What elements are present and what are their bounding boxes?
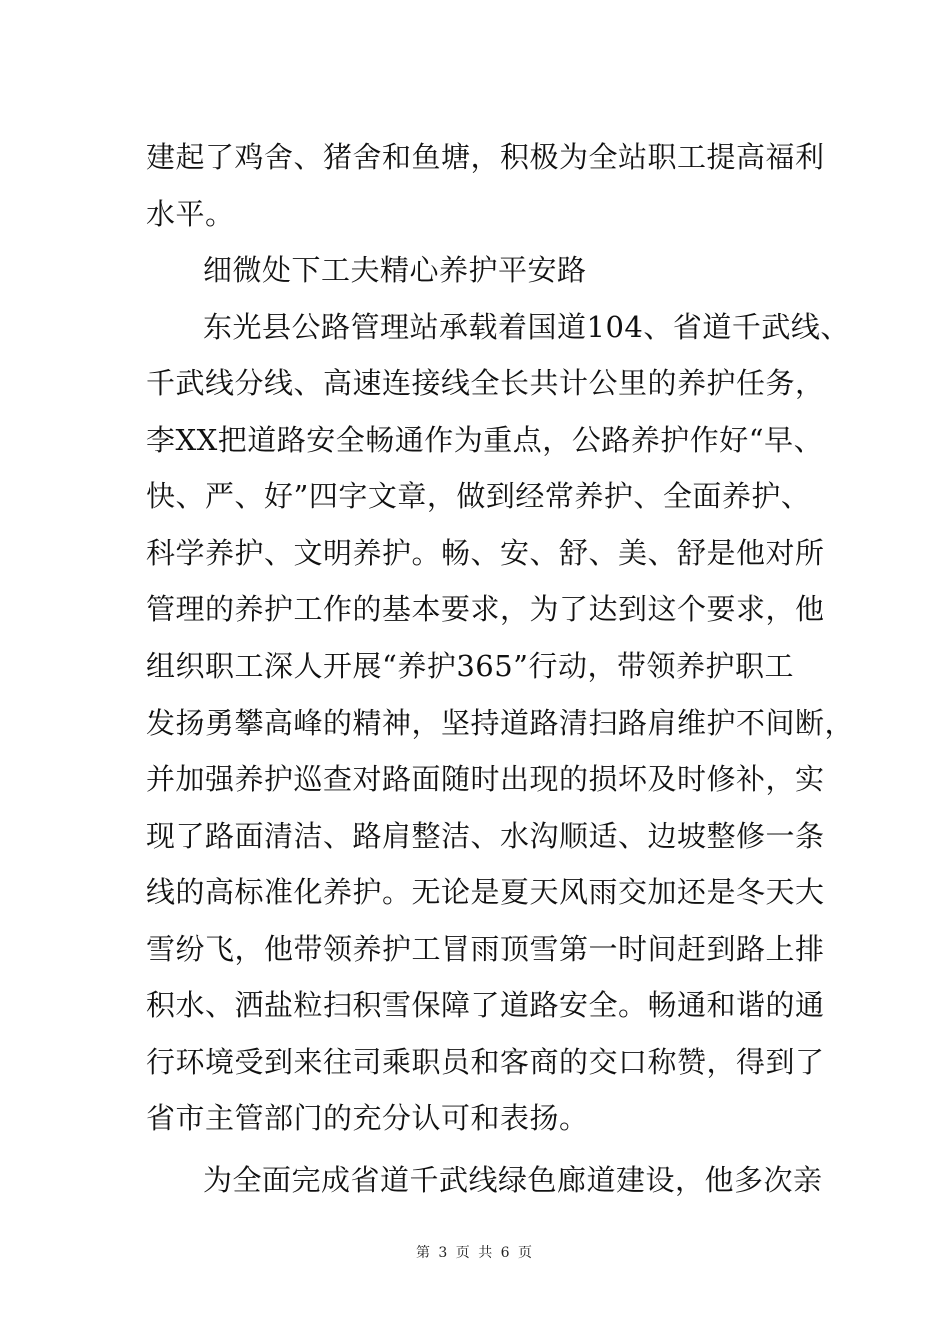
- body-text-line: 管理的养护工作的基本要求，为了达到这个要求，他: [146, 592, 825, 626]
- body-text-line: 建起了鸡舍、猪舍和鱼塘，积极为全站职工提高福利: [146, 140, 825, 174]
- page-number-footer: 第 3 页 共 6 页: [415, 1245, 535, 1261]
- body-text-line: 组织职工深人开展“养护365”行动，带领养护职工: [146, 649, 795, 683]
- section-heading: 细微处下工夫精心养护平安路: [203, 253, 587, 287]
- body-text-line: 东光县公路管理站承载着国道104、省道千武线、: [203, 310, 850, 344]
- body-text-line: 行环境受到来往司乘职员和客商的交口称赞，得到了: [146, 1045, 825, 1079]
- body-text-line: 省市主管部门的充分认可和表扬。: [146, 1101, 589, 1135]
- body-text-line: 为全面完成省道千武线绿色廊道建设，他多次亲: [203, 1163, 823, 1197]
- body-text-line: 并加强养护巡查对路面随时出现的损坏及时修补，实: [146, 762, 825, 796]
- body-text-line: 线的高标准化养护。无论是夏天风雨交加还是冬天大: [146, 875, 825, 909]
- body-text-line: 积水、洒盐粒扫积雪保障了道路安全。畅通和谐的通: [146, 988, 825, 1022]
- body-text-line: 千武线分线、高速连接线全长共计公里的养护任务，: [146, 366, 825, 400]
- body-text-line: 发扬勇攀高峰的精神，坚持道路清扫路肩维护不间断，: [146, 706, 855, 740]
- body-text-line: 水平。: [146, 197, 235, 231]
- body-text-line: 现了路面清洁、路肩整洁、水沟顺适、边坡整修一条: [146, 819, 825, 853]
- body-text-line: 科学养护、文明养护。畅、安、舒、美、舒是他对所: [146, 536, 825, 570]
- body-text-line: 快、严、好”四字文章，做到经常养护、全面养护、: [146, 479, 811, 513]
- body-text-line: 雪纷飞，他带领养护工冒雨顶雪第一时间赶到路上排: [146, 932, 825, 966]
- body-text-line: 李XX把道路安全畅通作为重点，公路养护作好“早、: [146, 423, 824, 457]
